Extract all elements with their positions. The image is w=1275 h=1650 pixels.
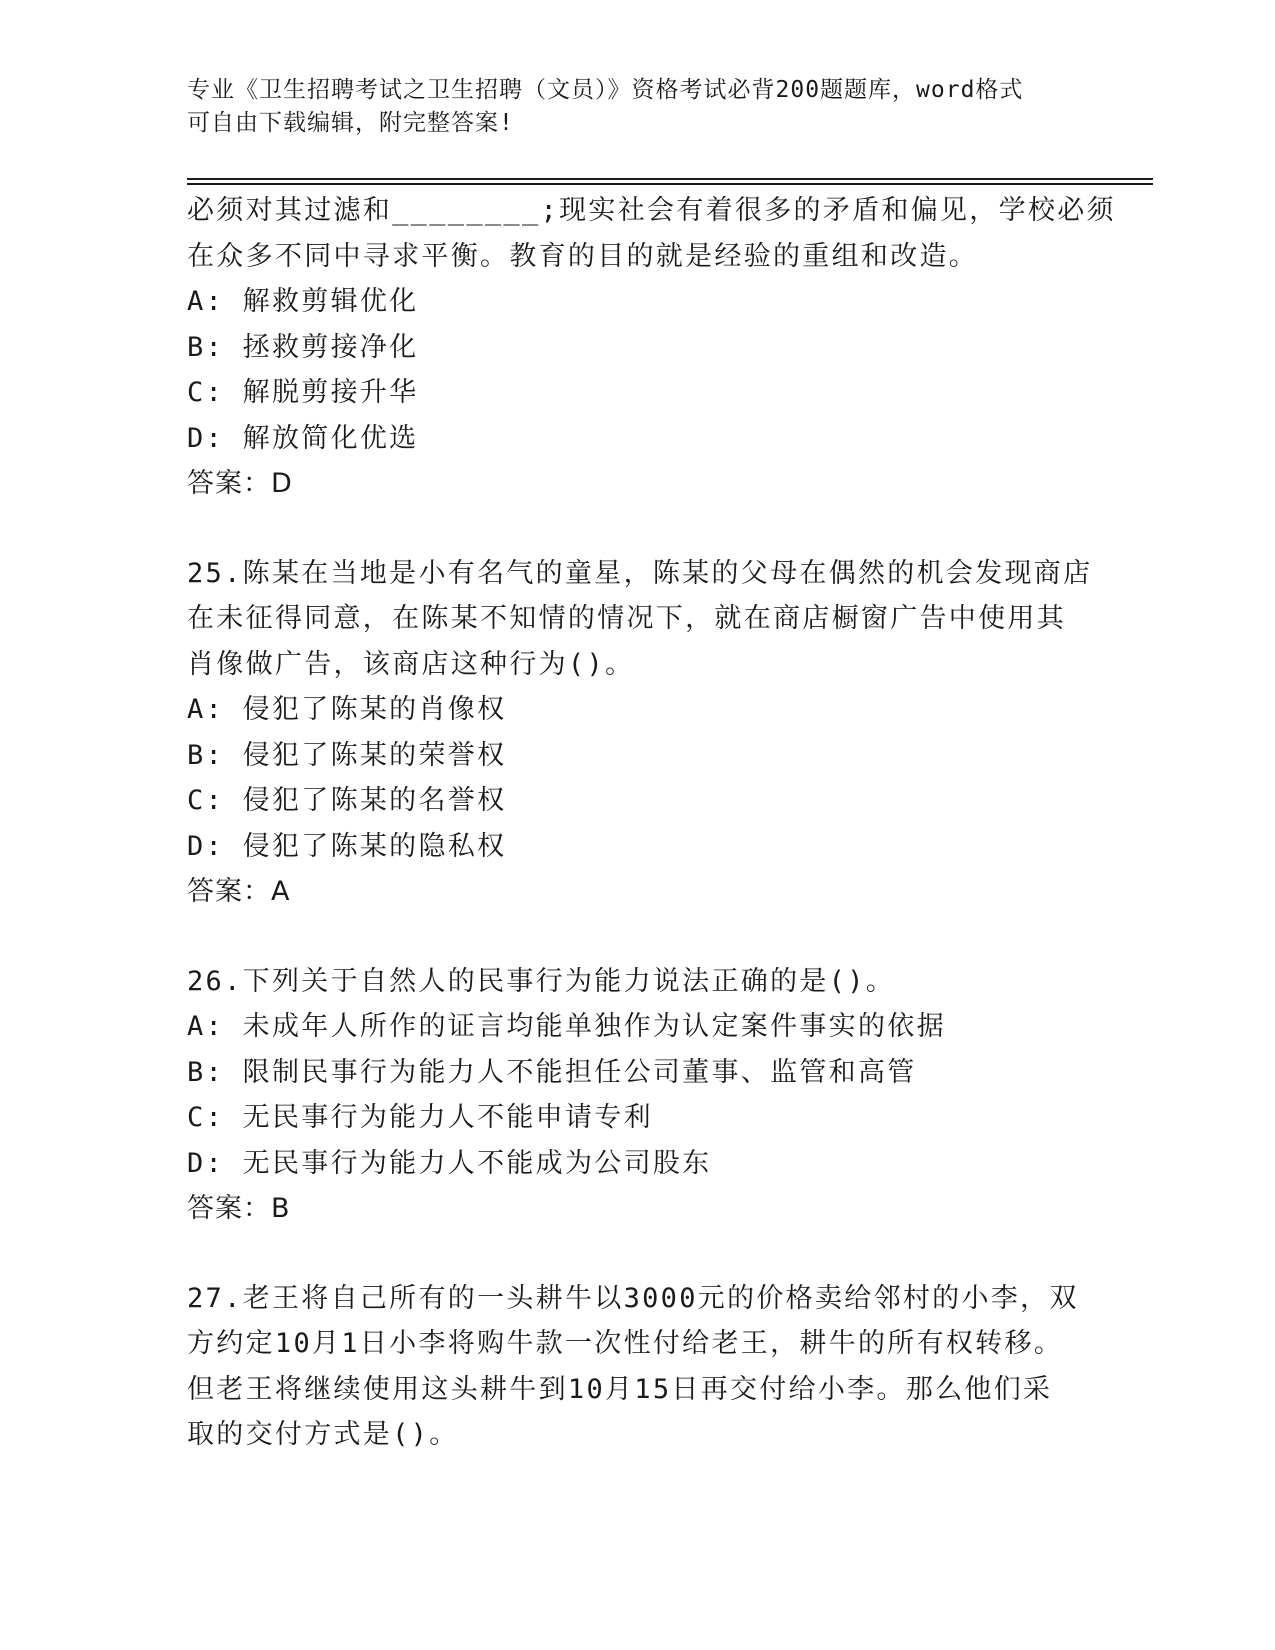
question-text-line: 肖像做广告，该商店这种行为()。 [187, 648, 635, 680]
option-c: C: 无民事行为能力人不能申请专利 [187, 1102, 653, 1133]
option-d: D: 解放简化优选 [187, 422, 419, 454]
document-header [187, 74, 1067, 140]
option-a: A: 侵犯了陈某的肖像权 [187, 694, 507, 725]
answer-line: 答案：B [187, 1193, 291, 1224]
answer-line: 答案：A [187, 876, 291, 907]
option-a: A: 解救剪辑优化 [187, 286, 419, 317]
option-d: D: 无民事行为能力人不能成为公司股东 [187, 1147, 712, 1179]
option-b: B: 限制民事行为能力人不能担任公司董事、监管和高管 [187, 1056, 917, 1088]
option-c: C: 解脱剪接升华 [187, 377, 419, 408]
question-text-line: 在未征得同意，在陈某不知情的情况下，就在商店橱窗广告中使用其 [187, 603, 1066, 634]
header-title-line-2: 可自由下载编辑，附完整答案! [187, 110, 514, 136]
question-text-line: 必须对其过滤和________;现实社会有着很多的矛盾和偏见，学校必须 [187, 195, 1116, 226]
question-text-line: 取的交付方式是()。 [187, 1419, 459, 1450]
option-a: A: 未成年人所作的证言均能单独作为认定案件事实的依据 [187, 1011, 946, 1042]
answer-line: 答案：D [187, 468, 293, 499]
question-spacer [187, 1232, 1087, 1276]
option-b: B: 侵犯了陈某的荣誉权 [187, 739, 507, 771]
question-text-line: 但老王将继续使用这头耕牛到10月15日再交付给小李。那么他们采 [187, 1373, 1053, 1405]
question-spacer [187, 915, 1087, 959]
question-text-line: 在众多不同中寻求平衡。教育的目的就是经验的重组和改造。 [187, 240, 979, 272]
question-26 [187, 959, 1087, 1232]
option-d: D: 侵犯了陈某的隐私权 [187, 830, 507, 862]
question-text-line: 26.下列关于自然人的民事行为能力说法正确的是()。 [187, 965, 896, 997]
question-25 [187, 551, 1093, 915]
question-27 [187, 1276, 1087, 1458]
question-text-line: 27.老王将自己所有的一头耕牛以3000元的价格卖给邻村的小李，双 [187, 1282, 1079, 1314]
question-text-line: 方约定10月1日小李将购牛款一次性付给老王，耕牛的所有权转移。 [187, 1328, 1064, 1359]
question-spacer [187, 507, 1087, 551]
question-text-line: 25.陈某在当地是小有名气的童星，陈某的父母在偶然的机会发现商店 [187, 557, 1093, 589]
header-rule-top [187, 178, 1153, 180]
header-title-line-1: 专业《卫生招聘考试之卫生招聘（文员）》资格考试必背200题题库，word格式 [187, 77, 1024, 103]
option-b: B: 拯救剪接净化 [187, 331, 419, 363]
question-carryover [187, 188, 1116, 507]
header-rule-bottom [187, 183, 1153, 185]
option-c: C: 侵犯了陈某的名誉权 [187, 785, 507, 816]
question-list [187, 188, 1116, 1458]
